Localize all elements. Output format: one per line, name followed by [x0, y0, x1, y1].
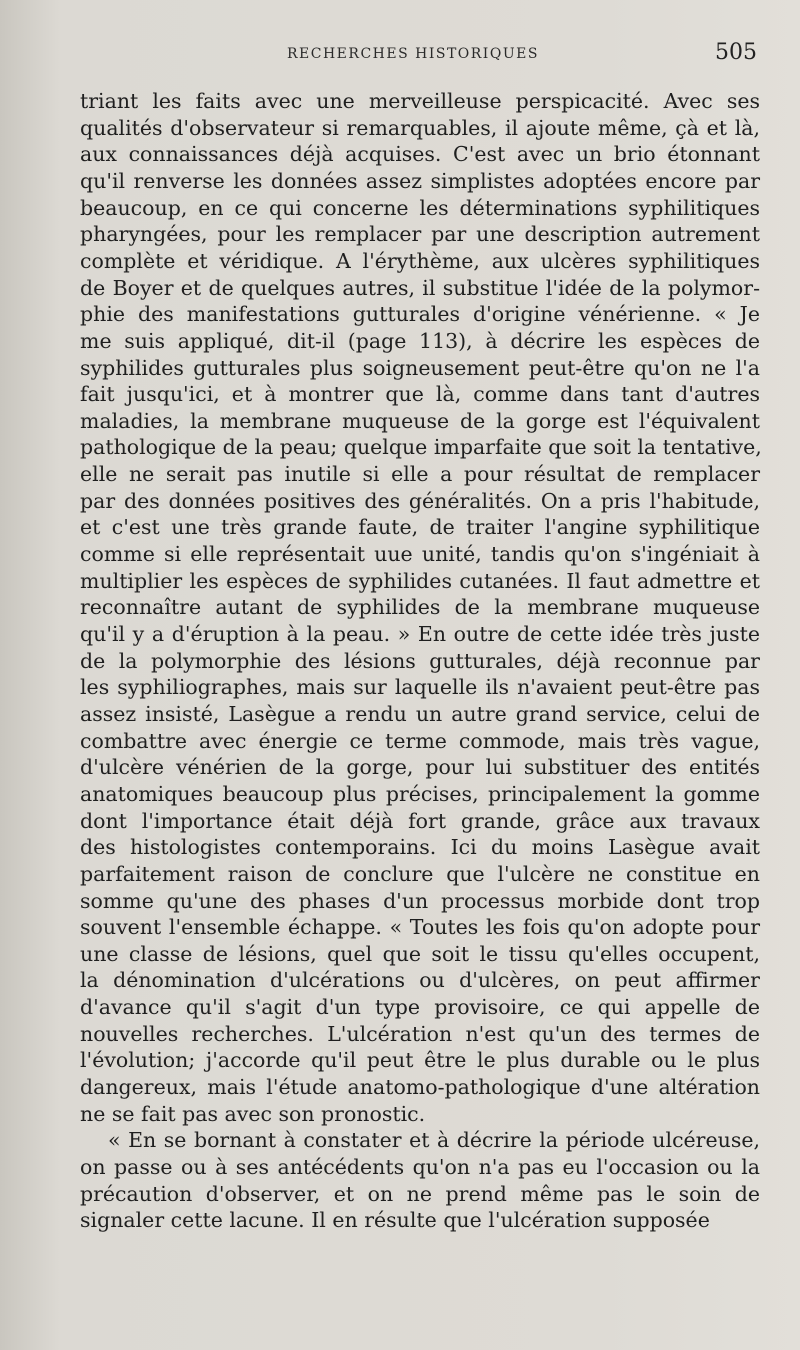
page-number: 505: [715, 40, 757, 65]
text-line: assez insisté, Lasègue a rendu un autre grand service, celui de: [80, 702, 760, 726]
text-line: ne se fait pas avec son pronostic.: [80, 1102, 426, 1126]
text-line: maladies, la membrane muqueuse de la gorge est l'équivalent: [80, 409, 760, 433]
text-line: complète et véridique. A l'érythème, aux ulcères syphilitiques: [80, 249, 760, 273]
text-line: souvent l'ensemble échappe. « Toutes les fois qu'on adopte pour: [80, 915, 760, 939]
text-line: la dénomination d'ulcérations ou d'ulcères, on peut affirmer: [80, 968, 760, 992]
text-line: pathologique de la peau; quelque imparfaite que soit la tentative,: [80, 435, 762, 459]
text-line: « En se bornant à constater et à décrire la période ulcéreuse,: [108, 1128, 760, 1152]
text-line: qu'il renverse les données assez simplistes adoptées encore par: [80, 169, 760, 193]
text-line: d'ulcère vénérien de la gorge, pour lui substituer des entités: [80, 755, 760, 779]
text-line: d'avance qu'il s'agit d'un type provisoire, ce qui appelle de: [80, 995, 760, 1019]
text-line: triant les faits avec une merveilleuse perspicacité. Avec ses: [80, 89, 760, 113]
text-line: pharyngées, pour les remplacer par une description autrement: [80, 222, 760, 246]
text-line: multiplier les espèces de syphilides cutanées. Il faut admettre et: [80, 569, 760, 593]
text-line: dont l'importance était déjà fort grande, grâce aux travaux: [80, 809, 760, 833]
text-line: dangereux, mais l'étude anatomo-pathologique d'une altération: [80, 1075, 760, 1099]
text-line: signaler cette lacune. Il en résulte que l'ulcération supposée: [80, 1208, 710, 1232]
text-line: les syphiliographes, mais sur laquelle ils n'avaient peut-être pas: [80, 675, 760, 699]
text-line: reconnaître autant de syphilides de la membrane muqueuse: [80, 595, 760, 619]
text-line: anatomiques beaucoup plus précises, principalement la gomme: [80, 782, 760, 806]
text-line: nouvelles recherches. L'ulcération n'est qu'un des termes de: [80, 1022, 760, 1046]
running-head: RECHERCHES HISTORIQUES: [287, 46, 539, 62]
text-line: par des données positives des généralités. On a pris l'habitude,: [80, 489, 760, 513]
text-line: qu'il y a d'éruption à la peau. » En outre de cette idée très juste: [80, 622, 760, 646]
text-line: comme si elle représentait uue unité, tandis qu'on s'ingéniait à: [80, 542, 760, 566]
text-line: une classe de lésions, quel que soit le tissu qu'elles occupent,: [80, 942, 760, 966]
text-line: syphilides gutturales plus soigneusement peut-être qu'on ne l'a: [80, 356, 760, 380]
text-line: phie des manifestations gutturales d'origine vénérienne. « Je: [80, 302, 760, 326]
text-line: qualités d'observateur si remarquables, il ajoute même, çà et là,: [80, 116, 760, 140]
text-line: aux connaissances déjà acquises. C'est avec un brio étonnant: [80, 142, 760, 166]
text-line: combattre avec énergie ce terme commode, mais très vague,: [80, 729, 760, 753]
text-line: de Boyer et de quelques autres, il substitue l'idée de la polymor-: [80, 276, 760, 300]
text-line: des histologistes contemporains. Ici du moins Lasègue avait: [80, 835, 760, 859]
text-line: de la polymorphie des lésions gutturales, déjà reconnue par: [80, 649, 760, 673]
text-line: parfaitement raison de conclure que l'ulcère ne constitue en: [80, 862, 760, 886]
text-line: l'évolution; j'accorde qu'il peut être le plus durable ou le plus: [80, 1048, 760, 1072]
text-line: précaution d'observer, et on ne prend même pas le soin de: [80, 1182, 760, 1206]
text-line: et c'est une très grande faute, de traiter l'angine syphilitique: [80, 515, 760, 539]
text-line: me suis appliqué, dit-il (page 113), à décrire les espèces de: [80, 329, 760, 353]
text-line: somme qu'une des phases d'un processus morbide dont trop: [80, 889, 760, 913]
text-line: beaucoup, en ce qui concerne les déterminations syphilitiques: [80, 196, 760, 220]
text-line: fait jusqu'ici, et à montrer que là, comme dans tant d'autres: [80, 382, 760, 406]
text-line: elle ne serait pas inutile si elle a pour résultat de remplacer: [80, 462, 760, 486]
text-line: on passe ou à ses antécédents qu'on n'a pas eu l'occasion ou la: [80, 1155, 760, 1179]
